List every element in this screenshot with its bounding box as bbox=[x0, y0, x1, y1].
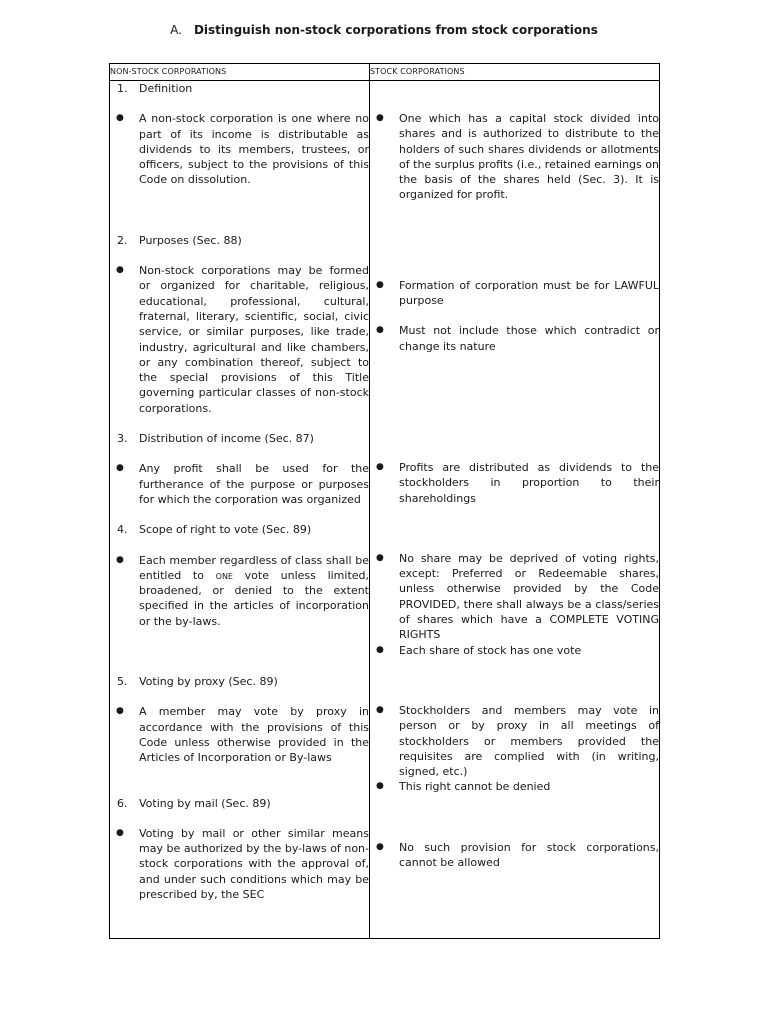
bullet-icon: ● bbox=[376, 552, 384, 563]
list-item bbox=[110, 704, 369, 765]
stock-column bbox=[370, 81, 660, 939]
bullet-icon: ● bbox=[376, 704, 384, 715]
bullet-icon: ● bbox=[376, 279, 384, 290]
section-title bbox=[110, 431, 369, 446]
section-label: Distribution of income (Sec. 87) bbox=[139, 432, 314, 446]
section-number: 1. bbox=[117, 82, 128, 95]
section-label: Voting by mail (Sec. 89) bbox=[139, 796, 271, 810]
section-number: 5. bbox=[117, 675, 128, 689]
point-text: Each share of stock has one vote bbox=[399, 643, 582, 657]
table-header-row bbox=[110, 64, 660, 81]
list-item bbox=[110, 461, 369, 507]
section-vote-scope-stock bbox=[370, 521, 659, 658]
section-mail-nonstock bbox=[110, 796, 369, 903]
list-gap bbox=[370, 308, 659, 323]
section-definition-stock bbox=[370, 81, 659, 203]
section-label: Definition bbox=[139, 82, 193, 95]
table-body-row bbox=[110, 81, 660, 939]
section-mail-stock bbox=[370, 810, 659, 871]
section-purposes-stock bbox=[370, 248, 659, 354]
list-item bbox=[110, 553, 369, 629]
section-title-spacer bbox=[370, 673, 659, 688]
point-text: One which has a capital stock divided into shares and is authorized to distribute to the holders of such shares dividends or allotments of the surplus profits (i.e., retained earnings on the basis of the shares held (Sec. 3). It is organized for profit. bbox=[399, 112, 659, 202]
bullet-icon: ● bbox=[116, 554, 124, 565]
section-number: 3. bbox=[117, 432, 128, 446]
point-text: A member may vote by proxy in accordance with the provisions of this Code unless otherwise provided in the Articles of Incorporation or By-laws bbox=[139, 705, 369, 765]
point-text: Voting by mail or other similar means may be authorized by the by-laws of non-stock corporations with the approval of, and under such conditions which may be prescribed by, the SEC bbox=[139, 826, 369, 901]
section-title-spacer bbox=[370, 810, 659, 825]
section-proxy-nonstock bbox=[110, 674, 369, 765]
section-title bbox=[110, 674, 369, 689]
section-distribution-stock bbox=[370, 430, 659, 506]
list-item bbox=[370, 323, 659, 354]
list-item bbox=[370, 460, 659, 506]
section-title-spacer bbox=[370, 430, 659, 445]
section-vote-scope-nonstock bbox=[110, 522, 369, 629]
section-label: Purposes (Sec. 88) bbox=[139, 233, 242, 247]
section-label: Scope of right to vote (Sec. 89) bbox=[139, 523, 312, 537]
list-item bbox=[110, 111, 369, 187]
point-text: Profits are distributed as dividends to the stockholders in proportion to their shareholdings bbox=[399, 460, 659, 505]
section-distribution-nonstock bbox=[110, 431, 369, 507]
list-item bbox=[370, 643, 659, 658]
heading-title: Distinguish non-stock corporations from stock corporations bbox=[193, 23, 598, 37]
nonstock-column bbox=[110, 81, 370, 939]
bullet-icon: ● bbox=[376, 644, 384, 655]
point-text: A non-stock corporation is one where no part of its income is distributable as dividends to its members, trustees, or officers, subject to the provisions of this Code on dissolution. bbox=[139, 112, 369, 187]
point-text: This right cannot be denied bbox=[399, 780, 551, 794]
section-title-spacer bbox=[370, 248, 659, 263]
section-title-spacer bbox=[370, 81, 659, 96]
section-label: Voting by proxy (Sec. 89) bbox=[139, 675, 278, 689]
bullet-icon: ● bbox=[116, 463, 124, 474]
section-title bbox=[110, 522, 369, 537]
bullet-icon: ● bbox=[376, 461, 384, 472]
section-title-spacer bbox=[370, 521, 659, 536]
bullet-icon: ● bbox=[376, 113, 384, 123]
document-heading bbox=[0, 22, 768, 38]
emphasis-one: one bbox=[215, 568, 233, 582]
bullet-icon: ● bbox=[116, 706, 124, 717]
bullet-icon: ● bbox=[376, 325, 384, 336]
bullet-icon: ● bbox=[376, 841, 384, 852]
section-title bbox=[110, 796, 369, 811]
list-item bbox=[370, 278, 659, 309]
point-text: Stockholders and members may vote in person or by proxy in all meetings of stockholders or members provided the requisites are complied with (in writing, signed, etc.) bbox=[399, 703, 659, 779]
bullet-icon: ● bbox=[116, 827, 124, 838]
section-number: 6. bbox=[117, 796, 128, 810]
col-header-nonstock: NON-STOCK CORPORATIONS bbox=[110, 64, 370, 81]
list-item bbox=[370, 703, 659, 779]
col-header-stock: STOCK CORPORATIONS bbox=[370, 64, 660, 81]
heading-letter: A. bbox=[170, 23, 182, 37]
list-item bbox=[370, 779, 659, 794]
list-item bbox=[370, 840, 659, 871]
list-item bbox=[370, 111, 659, 203]
list-item bbox=[110, 826, 369, 902]
point-text: Any profit shall be used for the furtherance of the purpose or purposes for which the corporation was organized bbox=[139, 462, 369, 506]
section-definition-nonstock bbox=[110, 81, 369, 188]
section-number: 4. bbox=[117, 523, 128, 537]
bullet-icon: ● bbox=[376, 781, 384, 792]
comparison-table bbox=[109, 63, 660, 939]
section-purposes-nonstock bbox=[110, 233, 369, 416]
list-item bbox=[110, 263, 369, 416]
list-item bbox=[370, 551, 659, 643]
section-proxy-stock bbox=[370, 673, 659, 795]
section-title bbox=[110, 81, 369, 96]
point-text: Each member regardless of class shall be entitled to one vote unless limited, broadened, or denied to the extent specified in the articles of incorporation or the by-laws. bbox=[139, 553, 370, 628]
section-number: 2. bbox=[117, 233, 128, 247]
bullet-icon: ● bbox=[116, 113, 124, 124]
point-text: Formation of corporation must be for LAWFUL purpose bbox=[399, 278, 659, 308]
bullet-icon: ● bbox=[116, 265, 124, 276]
point-text: No such provision for stock corporations, cannot be allowed bbox=[399, 840, 659, 870]
section-title bbox=[110, 233, 369, 248]
point-text: Must not include those which contradict or change its nature bbox=[399, 324, 659, 353]
point-text: No share may be deprived of voting rights, except: Preferred or Redeemable shares, unless otherwise provided by the Code PROVIDED, there shall always be a class/series of shares which have a COMPLETE VOTING RIGHTS bbox=[399, 551, 659, 642]
point-text: Non-stock corporations may be formed or organized for charitable, religious, educational, professional, cultural, fraternal, literary, scientific, social, civic service, or similar purposes, like trade, industry, agricultural and like chambers, or any combination thereof, subject to the special provisions of this Title governing particular classes of non-stock corporations. bbox=[139, 264, 369, 415]
